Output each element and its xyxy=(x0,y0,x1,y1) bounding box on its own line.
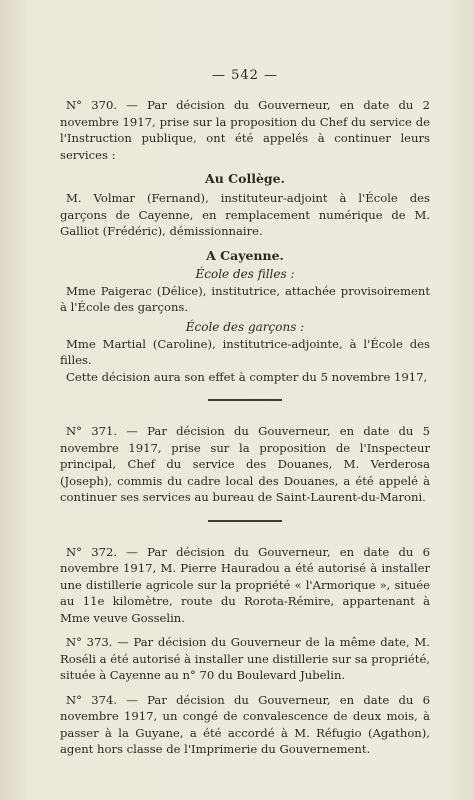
heading-ecole-filles: École des filles : xyxy=(195,266,295,281)
decision-373: N° 373. — Par décision du Gouverneur de la même date, M. Roséli a été autorisé à installer une distillerie sur sa propriété, située à Cayenne au n° 70 du Boulevard Jubelin. xyxy=(60,635,430,682)
section-divider xyxy=(208,399,282,401)
decision-374: N° 374. — Par décision du Gouverneur, en date du 6 novembre 1917, un congé de convalescence de deux mois, à passer à la Guyane, a été accordé à M. Réfugio (Agathon), agent hors classe de l'Imprimerie du Gouvernement. xyxy=(60,692,430,756)
decision-370-effect: Cette décision aura son effet à compter du 5 novembre 1917, xyxy=(66,369,428,384)
section-divider xyxy=(208,520,282,522)
heading-ecole-garcons: École des garçons : xyxy=(185,319,305,334)
heading-college: Au Collège. xyxy=(205,171,285,186)
heading-cayenne: A Cayenne. xyxy=(206,247,284,263)
decision-370-filles: Mme Paigerac (Délice), institutrice, attachée provisoirement à l'École des garçons. xyxy=(60,283,430,314)
decision-370-college: M. Volmar (Fernand), instituteur-adjoint à l'École des garçons de Cayenne, en remplacement numérique de M. Galliot (Frédéric), démissionnaire. xyxy=(60,191,430,238)
decision-371: N° 371. — Par décision du Gouverneur, en date du 5 novembre 1917, prise sur la proposition de l'Inspecteur principal, Chef du service des Douanes, M. Verderosa (Joseph), commis du cadre local des Douanes, a été appelé à continuer ses services au bureau de Saint-Laurent-du-Maroni. xyxy=(60,424,430,504)
page-number: — 542 — xyxy=(211,68,279,83)
decision-370-garcons: Mme Martial (Caroline), institutrice-adjointe, à l'École des filles. xyxy=(60,336,430,367)
decision-372: N° 372. — Par décision du Gouverneur, en date du 6 novembre 1917, M. Pierre Hauradou a été autorisé à installer une distillerie agricole sur la propriété « l'Armorique », située au 11e kilomètre, route du Rorota-Rémire, appartenant à Mme veuve Gosselin. xyxy=(60,544,430,625)
decision-370-intro: N° 370. — Par décision du Gouverneur, en date du 2 novembre 1917, prise sur la proposition du Chef du service de l'Instruction publique, ont été appelés à continuer leurs services : xyxy=(60,98,430,162)
